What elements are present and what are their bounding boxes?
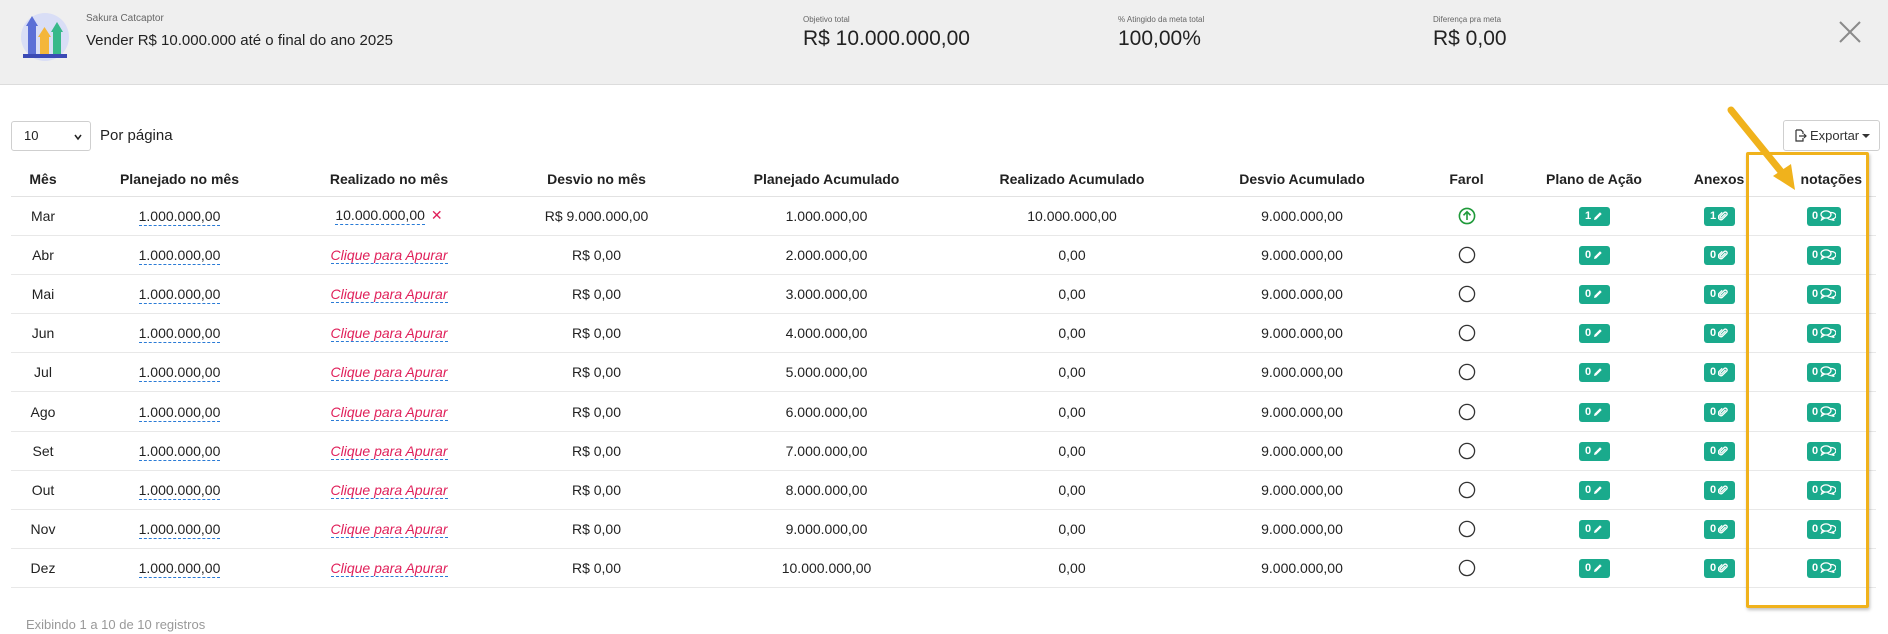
cell-planejado [75, 353, 284, 392]
plano-acao-count: 0 [1584, 327, 1592, 340]
cell-realizado-acumulado: 0,00 [954, 470, 1190, 509]
cell-realizado [284, 392, 494, 431]
cell-plano-acao [1519, 235, 1669, 274]
plano-acao-button[interactable] [1579, 246, 1610, 265]
cell-planejado-acumulado: 7.000.000,00 [699, 431, 954, 470]
table-row [11, 431, 1876, 470]
cell-farol [1414, 274, 1519, 313]
planejado-value[interactable]: 1.000.000,00 [138, 246, 221, 263]
cell-realizado [284, 470, 494, 509]
cell-farol [1414, 392, 1519, 431]
plano-acao-button[interactable] [1579, 403, 1610, 422]
cell-realizado [284, 431, 494, 470]
planejado-value[interactable]: 1.000.000,00 [138, 364, 221, 381]
company-name: Sakura Catcaptor [86, 13, 164, 24]
pencil-icon [1593, 328, 1603, 338]
cell-planejado-acumulado: 2.000.000,00 [699, 235, 954, 274]
planejado-value[interactable]: 1.000.000,00 [138, 285, 221, 302]
plano-acao-button[interactable] [1579, 559, 1610, 578]
cell-desvio: R$ 0,00 [494, 392, 699, 431]
plano-acao-count: 0 [1584, 248, 1592, 261]
cell-mes: Jul [11, 353, 75, 392]
pencil-icon [1593, 485, 1603, 495]
apurar-link[interactable]: Clique para Apurar [330, 325, 448, 342]
anexos-button[interactable] [1704, 207, 1735, 226]
cell-desvio: R$ 0,00 [494, 314, 699, 353]
anexos-button[interactable] [1704, 363, 1735, 382]
empty-circle-icon [1458, 363, 1476, 381]
cell-plano-acao [1519, 470, 1669, 509]
empty-circle-icon [1458, 403, 1476, 421]
table-row [11, 510, 1876, 549]
empty-circle-icon [1458, 324, 1476, 342]
cell-desvio: R$ 0,00 [494, 470, 699, 509]
cell-desvio: R$ 0,00 [494, 510, 699, 549]
paperclip-icon [1718, 367, 1728, 377]
plano-acao-button[interactable] [1579, 207, 1610, 226]
plano-acao-button[interactable] [1579, 442, 1610, 461]
cell-desvio: R$ 0,00 [494, 353, 699, 392]
stat-atingido [1118, 15, 1204, 51]
planejado-value[interactable]: 1.000.000,00 [138, 403, 221, 420]
cell-realizado-acumulado: 0,00 [954, 549, 1190, 588]
anexos-count: 0 [1709, 366, 1717, 379]
cell-planejado-acumulado: 4.000.000,00 [699, 314, 954, 353]
table-row [11, 549, 1876, 588]
goal-logo-icon [15, 10, 75, 62]
per-page-value: 10 [24, 128, 39, 143]
anotacoes-count: 0 [1812, 327, 1819, 340]
cell-realizado-acumulado: 0,00 [954, 235, 1190, 274]
cell-planejado [75, 392, 284, 431]
planejado-value[interactable]: 1.000.000,00 [138, 325, 221, 342]
plano-acao-count: 0 [1584, 444, 1592, 457]
anexos-button[interactable] [1704, 481, 1735, 500]
cell-desvio: R$ 0,00 [494, 274, 699, 313]
col-header-anexos[interactable]: Anexos [1669, 162, 1769, 196]
cell-planejado [75, 470, 284, 509]
cell-plano-acao [1519, 353, 1669, 392]
col-header-plano-acao[interactable]: Plano de Ação [1519, 162, 1669, 196]
cell-plano-acao [1519, 196, 1669, 235]
goal-title: Vender R$ 10.000.000 até o final do ano 2025 [86, 32, 393, 49]
cell-planejado-acumulado: 5.000.000,00 [699, 353, 954, 392]
cell-desvio-acumulado: 9.000.000,00 [1190, 470, 1414, 509]
anexos-count: 0 [1709, 327, 1717, 340]
apurar-link[interactable]: Clique para Apurar [330, 442, 448, 459]
annotations-column-highlight [1746, 152, 1869, 608]
paperclip-icon [1718, 328, 1728, 338]
cell-plano-acao [1519, 431, 1669, 470]
empty-circle-icon [1458, 285, 1476, 303]
planejado-value[interactable]: 1.000.000,00 [138, 521, 221, 538]
empty-circle-icon [1458, 481, 1476, 499]
paperclip-icon [1718, 289, 1728, 299]
apurar-link[interactable]: Clique para Apurar [330, 481, 448, 498]
anotacoes-count: 0 [1812, 405, 1819, 418]
col-header-realizado-acumulado[interactable]: Realizado Acumulado [954, 162, 1190, 196]
table-row [11, 392, 1876, 431]
apurar-link[interactable]: Clique para Apurar [330, 521, 448, 538]
anexos-count: 0 [1709, 287, 1717, 300]
anotacoes-count: 0 [1812, 444, 1819, 457]
plano-acao-count: 0 [1584, 366, 1592, 379]
apurar-link[interactable]: Clique para Apurar [330, 246, 448, 263]
export-label: Exportar [1810, 128, 1860, 143]
plano-acao-count: 0 [1584, 483, 1592, 496]
anexos-count: 0 [1709, 562, 1717, 575]
cell-planejado [75, 549, 284, 588]
anotacoes-count: 0 [1812, 287, 1819, 300]
cell-realizado [284, 235, 494, 274]
pencil-icon [1593, 250, 1603, 260]
stat-objetivo-total [803, 15, 970, 51]
cell-realizado-acumulado: 0,00 [954, 510, 1190, 549]
col-header-realizado[interactable]: Realizado no mês [284, 162, 494, 196]
anexos-button[interactable] [1704, 403, 1735, 422]
cell-planejado [75, 431, 284, 470]
empty-circle-icon [1458, 520, 1476, 538]
cell-planejado-acumulado: 8.000.000,00 [699, 470, 954, 509]
stat-value: R$ 10.000.000,00 [803, 27, 970, 50]
chevron-down-icon [74, 133, 82, 141]
cell-plano-acao [1519, 510, 1669, 549]
cell-plano-acao [1519, 549, 1669, 588]
cell-mes: Jun [11, 314, 75, 353]
cell-desvio-acumulado: 9.000.000,00 [1190, 196, 1414, 235]
cell-realizado-acumulado: 0,00 [954, 392, 1190, 431]
cell-farol [1414, 549, 1519, 588]
empty-circle-icon [1458, 442, 1476, 460]
anexos-count: 1 [1709, 209, 1717, 222]
paperclip-icon [1718, 524, 1728, 534]
cell-mes: Mai [11, 274, 75, 313]
anexos-count: 0 [1709, 483, 1717, 496]
planejado-value[interactable]: 1.000.000,00 [138, 207, 221, 224]
close-icon[interactable] [1836, 18, 1864, 46]
cell-farol [1414, 510, 1519, 549]
cell-realizado [284, 549, 494, 588]
anexos-count: 0 [1709, 405, 1717, 418]
pencil-icon [1593, 446, 1603, 456]
plano-acao-count: 0 [1584, 562, 1592, 575]
table-row [11, 314, 1876, 353]
cell-planejado-acumulado: 6.000.000,00 [699, 392, 954, 431]
cell-realizado-acumulado: 0,00 [954, 431, 1190, 470]
goal-header [0, 0, 1888, 85]
anotacoes-count: 0 [1812, 523, 1819, 536]
cell-realizado-acumulado: 0,00 [954, 314, 1190, 353]
cell-farol [1414, 196, 1519, 235]
empty-circle-icon [1458, 246, 1476, 264]
plano-acao-count: 0 [1584, 287, 1592, 300]
pencil-icon [1593, 367, 1603, 377]
table-row [11, 274, 1876, 313]
cell-mes: Ago [11, 392, 75, 431]
plano-acao-count: 1 [1584, 209, 1592, 222]
paperclip-icon [1718, 446, 1728, 456]
cell-realizado [284, 196, 494, 235]
cell-realizado [284, 510, 494, 549]
stat-value: 100,00% [1118, 27, 1201, 50]
anotacoes-count: 0 [1812, 366, 1819, 379]
cell-mes: Set [11, 431, 75, 470]
col-header-planejado[interactable]: Planejado no mês [75, 162, 284, 196]
anexos-count: 0 [1709, 444, 1717, 457]
plano-acao-button[interactable] [1579, 363, 1610, 382]
cell-farol [1414, 235, 1519, 274]
cell-mes: Nov [11, 510, 75, 549]
cell-planejado [75, 196, 284, 235]
cell-planejado [75, 510, 284, 549]
col-header-anotacoes-label: notações [1800, 170, 1862, 187]
table-row [11, 235, 1876, 274]
stat-value: R$ 0,00 [1433, 27, 1507, 50]
pencil-icon [1593, 563, 1603, 573]
arrow-up-circle-icon [1458, 207, 1476, 225]
table-row [11, 470, 1876, 509]
plano-acao-button[interactable] [1579, 324, 1610, 343]
cell-desvio-acumulado: 9.000.000,00 [1190, 274, 1414, 313]
cell-desvio-acumulado: 9.000.000,00 [1190, 392, 1414, 431]
paperclip-icon [1718, 211, 1728, 221]
pointer-arrow-icon [1725, 104, 1805, 194]
cell-desvio: R$ 0,00 [494, 235, 699, 274]
apurar-link[interactable]: Clique para Apurar [330, 285, 448, 302]
cell-desvio: R$ 0,00 [494, 549, 699, 588]
cell-farol [1414, 314, 1519, 353]
anexos-count: 0 [1709, 248, 1717, 261]
cell-realizado-acumulado: 0,00 [954, 353, 1190, 392]
pencil-icon [1593, 524, 1603, 534]
cell-desvio: R$ 0,00 [494, 431, 699, 470]
per-page-select[interactable] [11, 121, 91, 151]
cell-planejado-acumulado: 1.000.000,00 [699, 196, 954, 235]
caret-down-icon [1862, 134, 1870, 138]
plano-acao-count: 0 [1584, 523, 1592, 536]
cell-desvio: R$ 9.000.000,00 [494, 196, 699, 235]
anexos-button[interactable] [1704, 520, 1735, 539]
empty-circle-icon [1458, 559, 1476, 577]
cell-realizado-acumulado: 0,00 [954, 274, 1190, 313]
anotacoes-count: 0 [1812, 209, 1819, 222]
realizado-value[interactable]: 10.000.000,00 [335, 207, 425, 224]
paperclip-icon [1718, 563, 1728, 573]
paperclip-icon [1718, 250, 1728, 260]
cell-planejado-acumulado: 3.000.000,00 [699, 274, 954, 313]
planejado-value[interactable]: 1.000.000,00 [138, 560, 221, 577]
records-info: Exibindo 1 a 10 de 10 registros [26, 617, 206, 632]
cell-realizado [284, 314, 494, 353]
cell-mes: Mar [11, 196, 75, 235]
anexos-button[interactable] [1704, 442, 1735, 461]
cell-planejado [75, 235, 284, 274]
plano-acao-button[interactable] [1579, 481, 1610, 500]
apurar-link[interactable]: Clique para Apurar [330, 364, 448, 381]
anexos-button[interactable] [1704, 285, 1735, 304]
pencil-icon [1593, 407, 1603, 417]
cell-farol [1414, 353, 1519, 392]
table-row [11, 196, 1876, 235]
stat-label: % Atingido da meta total [1118, 15, 1205, 24]
col-header-mes[interactable]: Mês [11, 162, 75, 196]
paperclip-icon [1718, 407, 1728, 417]
anotacoes-count: 0 [1812, 248, 1819, 261]
cell-plano-acao [1519, 392, 1669, 431]
cell-desvio-acumulado: 9.000.000,00 [1190, 235, 1414, 274]
anotacoes-count: 0 [1812, 483, 1819, 496]
apurar-link[interactable]: Clique para Apurar [330, 403, 448, 420]
cell-realizado [284, 353, 494, 392]
plano-acao-button[interactable] [1579, 520, 1610, 539]
stat-label: Objetivo total [803, 15, 850, 24]
cell-planejado-acumulado: 9.000.000,00 [699, 510, 954, 549]
plano-acao-count: 0 [1584, 405, 1592, 418]
pencil-icon [1593, 211, 1603, 221]
cell-plano-acao [1519, 274, 1669, 313]
cell-plano-acao [1519, 314, 1669, 353]
anexos-button[interactable] [1704, 559, 1735, 578]
anotacoes-count: 0 [1812, 562, 1819, 575]
cell-mes: Dez [11, 549, 75, 588]
cell-farol [1414, 431, 1519, 470]
cell-planejado [75, 314, 284, 353]
anexos-button[interactable] [1704, 324, 1735, 343]
cell-realizado-acumulado: 10.000.000,00 [954, 196, 1190, 235]
cell-mes: Abr [11, 235, 75, 274]
col-header-desvio-acumulado[interactable]: Desvio Acumulado [1190, 162, 1414, 196]
remove-icon[interactable]: ✕ [430, 207, 443, 224]
table-header-row [11, 162, 1876, 196]
cell-desvio-acumulado: 9.000.000,00 [1190, 549, 1414, 588]
cell-realizado [284, 274, 494, 313]
paperclip-icon [1718, 485, 1728, 495]
col-header-desvio[interactable]: Desvio no mês [494, 162, 699, 196]
table-row [11, 353, 1876, 392]
pencil-icon [1593, 289, 1603, 299]
cell-desvio-acumulado: 9.000.000,00 [1190, 353, 1414, 392]
stat-diferenca [1433, 15, 1507, 51]
anexos-count: 0 [1709, 523, 1717, 536]
cell-desvio-acumulado: 9.000.000,00 [1190, 510, 1414, 549]
cell-mes: Out [11, 470, 75, 509]
cell-planejado-acumulado: 10.000.000,00 [699, 549, 954, 588]
col-header-farol[interactable]: Farol [1414, 162, 1519, 196]
per-page-label: Por página [100, 127, 173, 144]
apurar-link[interactable]: Clique para Apurar [330, 560, 448, 577]
cell-desvio-acumulado: 9.000.000,00 [1190, 431, 1414, 470]
cell-desvio-acumulado: 9.000.000,00 [1190, 314, 1414, 353]
planejado-value[interactable]: 1.000.000,00 [138, 442, 221, 459]
cell-farol [1414, 470, 1519, 509]
anexos-button[interactable] [1704, 246, 1735, 265]
stat-label: Diferença pra meta [1433, 15, 1502, 24]
col-header-planejado-acumulado[interactable]: Planejado Acumulado [699, 162, 954, 196]
planejado-value[interactable]: 1.000.000,00 [138, 481, 221, 498]
goal-monthly-table [11, 162, 1876, 588]
plano-acao-button[interactable] [1579, 285, 1610, 304]
cell-planejado [75, 274, 284, 313]
